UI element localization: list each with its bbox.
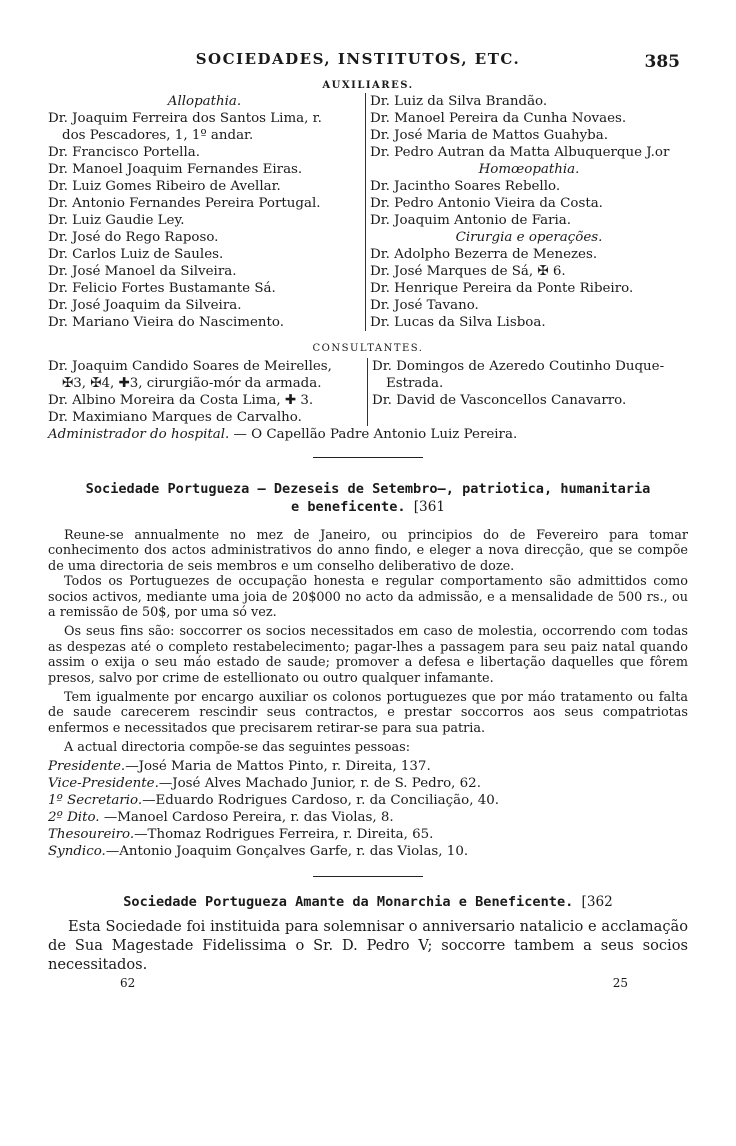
society1-paragraph: Todos os Portuguezes de occupação honesta e regular comportamento são admittidos como socios activos, mediante uma joia de 20$000 no acto da admissão, e a mensalidade de 500 rs., ou a remissão de 50$, por uma só vez.	[48, 574, 688, 621]
officer-text: —Antonio Joaquim Gonçalves Garfe, r. das Violas, 10.	[105, 843, 469, 859]
signature-mark-left: 62	[120, 975, 136, 990]
society1-paragraph: A actual directoria compõe-se das seguintes pessoas:	[64, 740, 411, 756]
column-subheading: Cirurgia e operações.	[455, 230, 603, 245]
society1-ref: [361	[413, 499, 445, 515]
officer-role: Vice-Presidente.	[48, 775, 159, 791]
hospital-administrator	[48, 426, 688, 443]
officers-list	[48, 758, 688, 860]
section-divider	[313, 457, 423, 458]
society1-paragraph: Os seus fins são: soccorrer os socios necessitados em caso de molestia, occorrendo com todas as despezas até o completo restabelecimento; pagar-lhes a passagem para seu paiz natal quando assim o exija o seu máo estado de saude; promover a defesa e libertação daquelles que fôrem presos, salvo por crime de estellionato ou outro qualquer infamante.	[48, 624, 688, 686]
roster-entry: Dr. Luiz Gomes Ribeiro de Avellar.	[48, 179, 281, 194]
roster-entry: Dr. Albino Moreira da Costa Lima, ✚ 3.	[48, 393, 314, 408]
society2-paragraph: Esta Sociedade foi instituida para solemnisar o anniversario natalicio e acclamação de Sua Magestade Fidelissima o Sr. D. Pedro V; soccorre tambem a seus socios necessitados.	[48, 917, 688, 973]
officer-text: —José Maria de Mattos Pinto, r. Direita, 137.	[125, 758, 431, 774]
roster-entry: Dr. Luiz da Silva Brandão.	[370, 94, 548, 109]
consultantes-right-column	[367, 358, 688, 426]
section-divider	[313, 876, 423, 877]
roster-entry: Dr. Manoel Joaquim Fernandes Eiras.	[48, 162, 303, 177]
consultantes-left-column	[48, 358, 367, 426]
society1-paragraph: Tem igualmente por encargo auxiliar os colonos portuguezes que por máo tratamento ou falta de saude carecerem rescindir seus contractos, e prestar soccorros aos seus compatriotas enfermos e necessitados que precisarem retirar-se para sua patria.	[48, 690, 688, 736]
consultantes-columns	[48, 358, 688, 426]
column-subheading: Allopathia.	[167, 94, 242, 109]
admin-text: — O Capellão Padre Antonio Luiz Pereira.	[229, 427, 518, 442]
roster-entry: Dr. José Manoel da Silveira.	[48, 264, 237, 279]
roster-entry: ✠3, ✠4, ✚3, cirurgião-mór da armada.	[62, 376, 322, 391]
auxiliares-label: AUXILIARES.	[322, 80, 414, 91]
roster-entry: Dr. Felicio Fortes Bustamante Sá.	[48, 281, 276, 296]
auxiliares-left-column	[48, 93, 365, 331]
society2-ref: [362	[581, 893, 613, 910]
roster-entry: Dr. Joaquim Ferreira dos Santos Lima, r.	[48, 111, 322, 126]
roster-entry: Dr. Jacintho Soares Rebello.	[370, 179, 561, 194]
society1-title-line1: Sociedade Portugueza — Dezeseis de Setembro—, patriotica, humanitaria	[85, 481, 651, 497]
roster-entry: Dr. Manoel Pereira da Cunha Novaes.	[370, 111, 627, 126]
admin-label: Administrador do hospital.	[48, 427, 230, 442]
page-number: 385	[644, 52, 680, 72]
officer-row	[48, 826, 688, 843]
roster-entry: Dr. Joaquim Candido Soares de Meirelles,	[48, 359, 332, 374]
officer-text: —Eduardo Rodrigues Cardoso, r. da Conciliação, 40.	[142, 792, 500, 808]
officer-role: Thesoureiro.	[48, 826, 135, 842]
officer-role: Presidente.	[48, 758, 126, 774]
roster-entry: Dr. Mariano Vieira do Nascimento.	[48, 315, 285, 330]
society2-title-text: Sociedade Portugueza Amante da Monarchia e Beneficente.	[123, 893, 574, 910]
roster-entry: Dr. David de Vasconcellos Canavarro.	[372, 393, 627, 408]
officer-row	[48, 792, 688, 809]
roster-entry: Dr. Antonio Fernandes Pereira Portugal.	[48, 196, 321, 211]
society1-title-line2: e beneficente.	[290, 499, 406, 515]
roster-entry: Dr. José Joaquim da Silveira.	[48, 298, 242, 313]
auxiliares-right-column	[365, 93, 688, 331]
column-subheading: Homœopathia.	[478, 162, 580, 177]
officer-row	[48, 843, 688, 860]
officer-text: —Manoel Cardoso Pereira, r. das Violas, 8.	[99, 809, 394, 825]
roster-entry: dos Pescadores, 1, 1º andar.	[62, 128, 254, 143]
society1-paragraph: Reune-se annualmente no mez de Janeiro, ou principios do de Fevereiro para tomar conhecimento dos actos administrativos do anno findo, e eleger a nova direcção, que se compõe de uma directoria de seis membros e um conselho deliberativo de doze.	[48, 528, 688, 574]
society2-title	[48, 893, 688, 911]
running-title: SOCIEDADES, INSTITUTOS, ETC.	[195, 50, 521, 68]
society1-body	[48, 528, 688, 860]
roster-entry: Dr. Domingos de Azeredo Coutinho Duque-	[372, 359, 665, 374]
officer-role: 2º Dito.	[48, 809, 100, 825]
auxiliares-columns	[48, 93, 688, 331]
officer-row	[48, 809, 688, 826]
roster-entry: Dr. Henrique Pereira da Ponte Ribeiro.	[370, 281, 634, 296]
society1-title	[48, 480, 688, 516]
running-head	[48, 50, 688, 80]
officer-text: —Thomaz Rodrigues Ferreira, r. Direita, 65.	[134, 826, 434, 842]
page-footer	[48, 976, 688, 996]
roster-entry: Dr. Lucas da Silva Lisboa.	[370, 315, 546, 330]
officer-role: Syndico.	[48, 843, 106, 859]
roster-entry: Dr. Francisco Portella.	[48, 145, 200, 160]
roster-entry: Dr. José Tavano.	[370, 298, 479, 313]
roster-entry: Dr. Adolpho Bezerra de Menezes.	[370, 247, 598, 262]
page	[48, 50, 688, 996]
roster-entry: Dr. José do Rego Raposo.	[48, 230, 219, 245]
officer-row	[48, 758, 688, 775]
roster-entry: Dr. Pedro Autran da Matta Albuquerque J.or	[370, 145, 670, 160]
roster-entry: Dr. Carlos Luiz de Saules.	[48, 247, 224, 262]
roster-entry: Dr. Joaquim Antonio de Faria.	[370, 213, 572, 228]
officer-text: —José Alves Machado Junior, r. de S. Pedro, 62.	[158, 775, 481, 791]
roster-entry: Dr. José Maria de Mattos Guahyba.	[370, 128, 608, 143]
officer-row	[48, 775, 688, 792]
officer-role: 1º Secretario.	[48, 792, 143, 808]
consultantes-label: CONSULTANTES.	[312, 343, 424, 354]
roster-entry: Dr. Maximiano Marques de Carvalho.	[48, 410, 302, 425]
roster-entry: Estrada.	[386, 376, 444, 391]
signature-mark-right: 25	[612, 975, 628, 990]
roster-entry: Dr. Pedro Antonio Vieira da Costa.	[370, 196, 603, 211]
roster-entry: Dr. José Marques de Sá, ✠ 6.	[370, 264, 566, 279]
roster-entry: Dr. Luiz Gaudie Ley.	[48, 213, 185, 228]
